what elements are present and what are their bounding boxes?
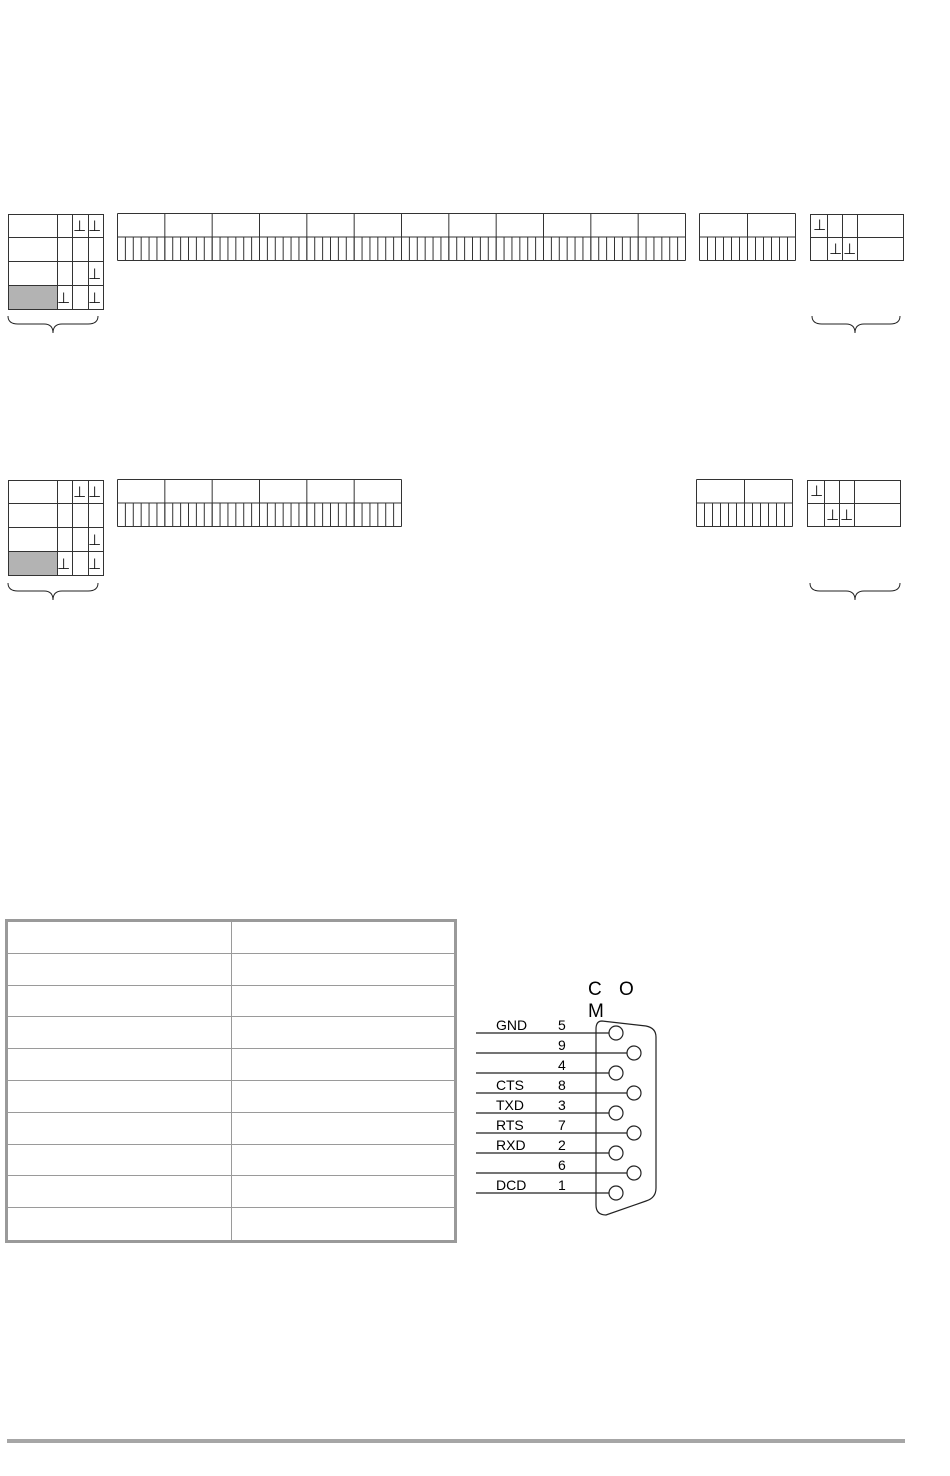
ground-mark: ⊥ (73, 217, 87, 235)
ground-mark: ⊥ (829, 240, 843, 258)
pin-signal-label: CTS (496, 1077, 524, 1093)
table-cell (8, 1049, 232, 1080)
connector-shell (596, 1021, 656, 1215)
table-row (8, 1145, 454, 1177)
pin-socket (609, 1026, 623, 1040)
table-row (8, 1049, 454, 1081)
ground-mark: ⊥ (840, 506, 854, 524)
table-cell (8, 1017, 232, 1048)
ground-mark: ⊥ (843, 240, 857, 258)
table-cell (8, 1081, 232, 1112)
ground-mark: ⊥ (88, 555, 102, 573)
pin-socket (609, 1066, 623, 1080)
table-row (8, 1208, 454, 1240)
table-row (8, 1017, 454, 1049)
pin-signal-label: TXD (496, 1097, 524, 1113)
pin-socket (609, 1186, 623, 1200)
ground-mark: ⊥ (57, 555, 71, 573)
pin-socket (609, 1146, 623, 1160)
pin-number-label: 8 (558, 1077, 566, 1093)
pin-signal-label: RTS (496, 1117, 524, 1133)
table-cell (8, 1176, 232, 1207)
table-row (8, 1176, 454, 1208)
pin-number-label: 2 (558, 1137, 566, 1153)
pin-signal-label: DCD (496, 1177, 527, 1193)
pin-signal-label: RXD (496, 1137, 526, 1153)
pin-number-label: 7 (558, 1117, 566, 1133)
table-row (8, 954, 454, 986)
ground-mark: ⊥ (826, 506, 840, 524)
pin-number-label: 3 (558, 1097, 566, 1113)
right-brace (812, 316, 900, 333)
ground-mark: ⊥ (813, 216, 827, 234)
table-cell (8, 954, 232, 985)
pin-signal-label: GND (496, 1017, 528, 1033)
bottom-rule (7, 1439, 905, 1443)
ground-mark: ⊥ (88, 531, 102, 549)
ground-mark: ⊥ (73, 483, 87, 501)
left-brace (8, 583, 98, 600)
pin-number-label: 1 (558, 1177, 566, 1193)
table-cell (8, 1145, 232, 1176)
table-cell (8, 1208, 232, 1240)
ground-mark: ⊥ (810, 482, 824, 500)
pin-number-label: 6 (558, 1157, 566, 1173)
com-connector (470, 975, 670, 1225)
pin-socket (627, 1166, 641, 1180)
table-cell (8, 986, 232, 1017)
right-brace (810, 583, 900, 600)
table-row (8, 986, 454, 1018)
pin-table (5, 919, 457, 1243)
table-row (8, 1113, 454, 1145)
ground-mark: ⊥ (57, 289, 71, 307)
pin-socket (627, 1046, 641, 1060)
ground-mark: ⊥ (88, 483, 102, 501)
pin-number-label: 5 (558, 1017, 566, 1033)
pin-number-label: 9 (558, 1037, 566, 1053)
ground-mark: ⊥ (88, 217, 102, 235)
pin-socket (609, 1106, 623, 1120)
pin-socket (627, 1126, 641, 1140)
table-cell (8, 1113, 232, 1144)
ground-mark: ⊥ (88, 265, 102, 283)
table-cell (8, 922, 232, 953)
ground-mark: ⊥ (88, 289, 102, 307)
pin-number-label: 4 (558, 1057, 566, 1073)
table-row (8, 922, 454, 954)
pin-socket (627, 1086, 641, 1100)
table-row (8, 1081, 454, 1113)
connector-title: C O M (588, 979, 640, 1022)
left-brace (8, 316, 98, 333)
